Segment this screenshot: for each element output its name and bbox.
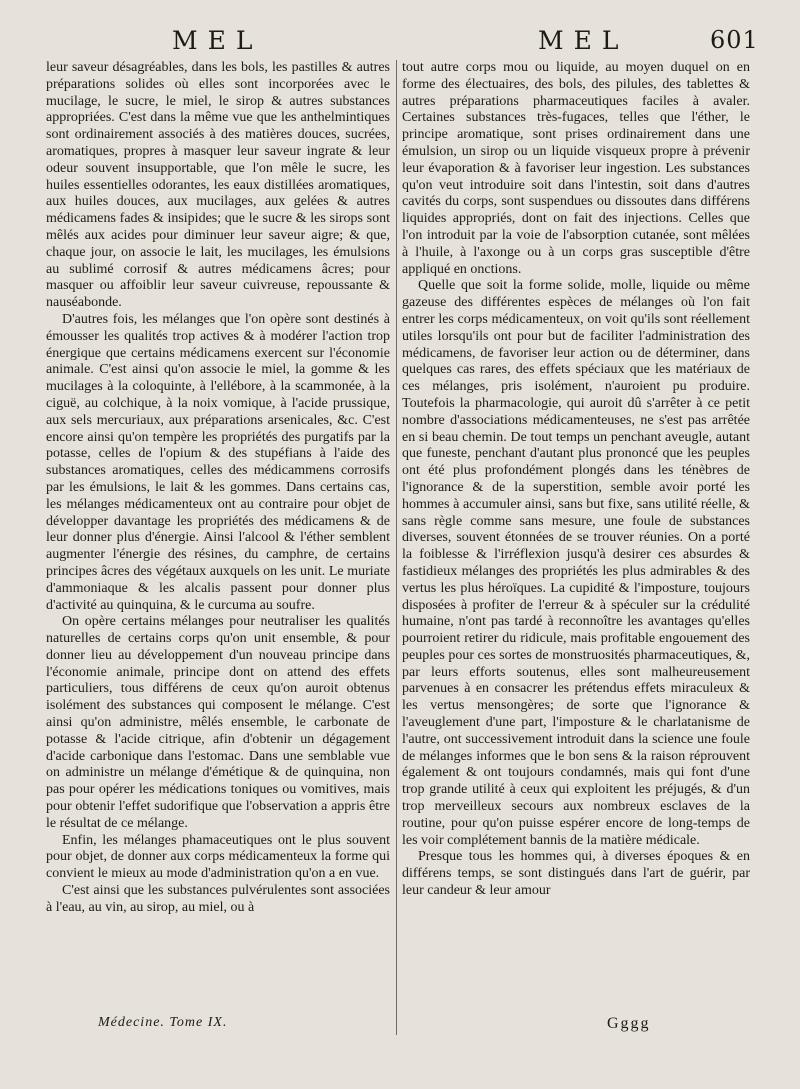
volume-footer: Médecine. Tome IX.	[98, 1015, 228, 1030]
running-head-left: MEL	[172, 26, 263, 55]
page-number: 601	[710, 26, 759, 54]
running-head-right: MEL	[538, 26, 629, 55]
paragraph: Quelle que soit la forme solide, molle, liquide ou même gazeuse des différentes espèces de mélanges où l'on fait entrer les corps médicamenteux, on voit qu'ils sont réellement utiles lorsqu'ils ont pour but de faciliter l'administration des médicamens, de favoriser leur action ou de déterminer, dans quelques cas rares, des effets spéciaux que les matériaux de ces mélanges, pris isolément, n'auroient pu produire. Toutefois la pharmacologie, qui auroit dû s'arrêter à ce petit nombre d'associations médicamenteuses, ne s'est pas arrêtée en si beau chemin. De tout temps un penchant aveugle, autant que funeste, penchant d'autant plus prononcé que les peuples ont été plus profondément plongés dans les ténèbres de l'ignorance & de la superstition, semble avoir porté les hommes à accumuler ainsi, sans but fixe, sans utilité réelle, & sans règle comme sans mesure, une foule de substances diverses, souvent étonnées de se trouver réunies. On a porté la foiblesse & l'irréflexion jusqu'à desirer ces absurdes & fastidieux mélanges des propriétés les plus admirables & des vertus les plus héroïques. La cupidité & l'imposture, toujours disposées à profiter de l'erreur & à spéculer sur la crédulité humaine, n'ont pas tardé à reconnoître les avantages qu'elles pourroient retirer du ridicule, mais profitable engouement des peuples pour ces sortes de monstruosités pharmaceutiques, &, par leurs efforts soutenus, elles sont malheureusement parvenues à en consacrer les prétendus effets miraculeux & les vertus mensongères; de sorte que l'ignorance & l'aveuglement d'une part, l'imposture & le charlatanisme de l'autre, ont successivement introduit dans la science une foule de mélanges informes que le bon sens & la raison réprouvent également & ont toujours condamnés, mais qui font d'une trop grande utilité à ceux qui exploitent les préjugés, & d'un trop merveilleux secours aux nombreux esclaves de la routine, pour qu'on puisse espérer encore de long-temps de les voir complétement bannis de la matière médicale.	[402, 278, 750, 848]
paragraph: Enfin, les mélanges phamaceutiques ont le plus souvent pour objet, de donner aux corps médicamenteux la forme qui convient le mieux au mode d'administration qu'on a en vue.	[46, 832, 390, 882]
paragraph: leur saveur désagréables, dans les bols, les pastilles & autres préparations solides où elles sont incorporées avec le mucilage, le sucre, le miel, le sirop & autres substances appropriées. C'est dans la même vue que les anthelmintiques sont ordinairement associés à des matières douces, sucrées, aromatiques, propres à masquer leur saveur ingrate & leur odeur souvent insupportable, que l'on mêle le sucre, les huiles essentielles odorantes, les eaux distillées aromatiques, aux huiles douces, aux mucilages, aux gelées & autres médicamens fades & insipides; que le sucre & les sirops sont mêlés aux acides pour diminuer leur saveur aigre; & que, chaque jour, on associe le lait, les mucilages, les émulsions au sublimé corrosif & autres médicamens âcres; pour masquer ou affoiblir leur saveur cuivreuse, repoussante & nauséabonde.	[46, 60, 390, 311]
paragraph: C'est ainsi que les substances pulvérulentes sont associées à l'eau, au vin, au sirop, au miel, ou à	[46, 883, 390, 915]
paragraph: D'autres fois, les mélanges que l'on opère sont destinés à émousser les qualités trop actives & à modérer l'action trop énergique que certains médicamens exercent sur l'économie animale. C'est ainsi qu'on associe le miel, la gomme & les mucilages à la coloquinte, à l'ellébore, à la scammonée, à la ciguë, au colchique, à la noix vomique, à l'acide prussique, aux sels mercuriaux, aux préparations arsenicales, &c. C'est encore ainsi qu'on tempère les propriétés des purgatifs par la potasse, celles de l'opium & des stupéfians à l'aide des substances aromatiques, celles des médicammens corrosifs par les émulsions, le lait & les gommes. Dans certains cas, les mélanges médicamenteux ont au contraire pour objet de développer davantage les propriétés des médicamens & de leur donner plus d'énergie. Ainsi l'alcool & l'éther semblent augmenter l'énergie des résines, du camphre, de certains principes âcres des végétaux auxquels on les unit. Le muriate d'ammoniaque & les alcalis passent pour donner plus d'activité au quinquina, & le curcuma au soufre.	[46, 311, 390, 613]
signature-mark: Gggg	[607, 1015, 651, 1032]
paragraph: Presque tous les hommes qui, à diverses époques & en différens temps, se sont distingués dans l'art de guérir, par leur candeur & leur amour	[402, 849, 750, 899]
paragraph: tout autre corps mou ou liquide, au moyen duquel on en forme des électuaires, des bols, des pilules, des tablettes & autres préparations pharmaceutiques faciles à avaler. Certaines substances très-fugaces, telles que l'éther, le principe aromatique, sont prises ordinairement dans une émulsion, un sirop ou un liquide visqueux propre à prévenir leur évaporation & à favoriser leur ingestion. Les substances qu'on veut introduire soit dans l'intestin, soit dans d'autres cavités du corps, sont suspendues ou dissoutes dans différens liquides appropriés, dont on fait des injections. Celles que l'on introduit par la voie de l'absorption cutanée, sont mêlées à l'huile, à l'axonge ou à un corps gras susceptible d'être appliqué en onctions.	[402, 60, 750, 277]
left-column	[46, 60, 390, 917]
paragraph: On opère certains mélanges pour neutraliser les qualités naturelles de certains corps qu'on unit ensemble, & pour donner lieu au développement d'un nouveau principe dans l'économie animale, principe dont on attend des effets particuliers, tous différens de ceux qu'on auroit obtenus isolément des substances qui composent le mélange. C'est ainsi qu'on administre, mêlés ensemble, le carbonate de potasse & l'acide citrique, afin d'obtenir un dégagement d'acide carbonique dans l'estomac. Dans une semblable vue on administre un mélange d'émétique & de quinquina, non pas pour opérer les médications toniques ou vomitives, mais pour obtenir l'effet sudorifique que l'observation a appris être le résultat de ce mélange.	[46, 614, 390, 831]
right-column	[402, 60, 750, 900]
column-divider	[396, 60, 397, 1035]
